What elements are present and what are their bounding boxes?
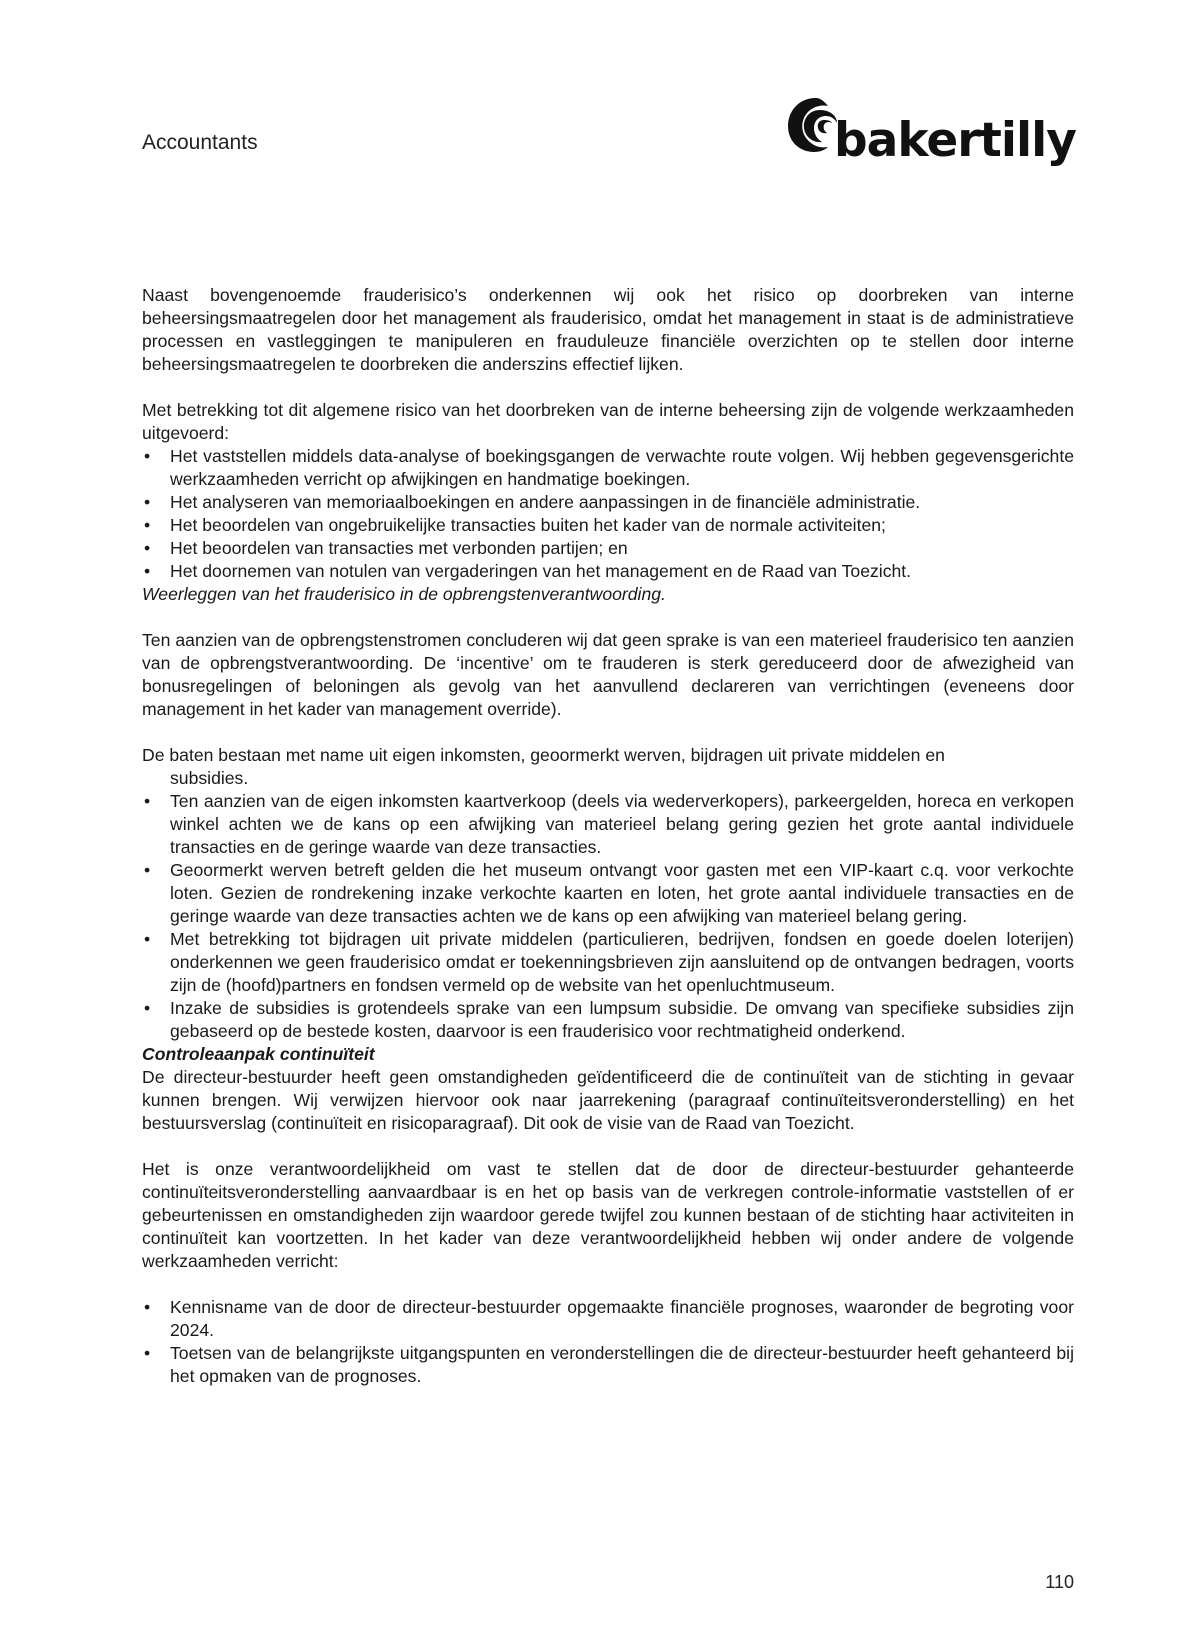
document-body <box>142 284 1074 1388</box>
bakertilly-logo <box>786 92 1076 182</box>
list-item: • Geoormerkt werven betreft gelden die het museum ontvangt voor gasten met een VIP-kaart c.q. voor verkochte loten. Gezien de rondrekening inzake verkochte kaarten en loten, het grote aantal individuele transacties en de geringe waarde van deze transacties achten we de kans op een afwijking van materieel belang gering. <box>142 859 1074 928</box>
list-item: • Kennisname van de door de directeur-bestuurder opgemaakte financiële prognoses, waaronder de begroting voor 2024. <box>142 1296 1074 1342</box>
list-item: • Het vaststellen middels data-analyse of boekingsgangen de verwachte route volgen. Wij hebben gegevensgerichte werkzaamheden verricht op afwijkingen en handmatige boekingen. <box>142 445 1074 491</box>
logo-wordmark: bakertilly <box>834 113 1076 168</box>
paragraph-continuity: De directeur-bestuurder heeft geen omstandigheden geïdentificeerd die de continuïteit van de stichting in gevaar kunnen brengen. Wij verwijzen hiervoor ook naar jaarrekening (paragraaf continuïteitsveronderstelling) en het bestuursverslag (continuïteit en risicoparagraaf). Dit ook de visie van de Raad van Toezicht. <box>142 1067 1074 1133</box>
paragraph-revenue-streams: Ten aanzien van de opbrengstenstromen concluderen wij dat geen sprake is van een materieel frauderisico ten aanzien van de opbrengstverantwoording. De ‘incentive’ om te frauderen is sterk gereduceerd door de afwezigheid van bonusregelingen of beloningen als gevolg van het aanvullend declareren van verrichtingen (eveneens door management in het kader van management override). <box>142 630 1074 719</box>
document-header-label: Accountants <box>142 131 258 154</box>
paragraph-fraud-override: Naast bovengenoemde frauderisico’s onderkennen wij ook het risico op doorbreken van interne beheersingsmaatregelen door het management als frauderisico, omdat het management in staat is de administratieve processen en vastleggingen te manipuleren en frauduleuze financiële overzichten op te stellen door interne beheersingsmaatregelen te doorbreken die anderszins effectief lijken. <box>142 285 1074 374</box>
baten-list <box>142 790 1074 1043</box>
paragraph-baten-intro <box>142 744 1074 767</box>
list-item: • Met betrekking tot bijdragen uit private middelen (particulieren, bedrijven, fondsen en goede doelen loterijen) onderkennen we geen frauderisico omdat er toekenningsbrieven zijn aansluitend op de ontvangen bedragen, voorts zijn de (hoofd)partners en fondsen vermeld op de website van het openluchtmuseum. <box>142 928 1074 997</box>
list-item: • Toetsen van de belangrijkste uitgangspunten en veronderstellingen die de directeur-bestuurder heeft gehanteerd bij het opmaken van de prognoses. <box>142 1342 1074 1388</box>
section-heading-continuity: Controleaanpak continuïteit <box>142 1044 375 1064</box>
list-item: • Inzake de subsidies is grotendeels sprake van een lumpsum subsidie. De omvang van specifieke subsidies zijn gebaseerd op de bestede kosten, daarvoor is een frauderisico voor rechtmatigheid onderkend. <box>142 997 1074 1043</box>
list-item: • Het beoordelen van transacties met verbonden partijen; en <box>142 537 1074 560</box>
list-item: • Het analyseren van memoriaalboekingen en andere aanpassingen in de financiële administratie. <box>142 491 1074 514</box>
section-heading-revenue-fraud: Weerleggen van het frauderisico in de opbrengstenverantwoording. <box>142 584 666 604</box>
paragraph-work-intro: Met betrekking tot dit algemene risico van het doorbreken van de interne beheersing zijn de volgende werkzaamheden uitgevoerd: <box>142 400 1074 443</box>
baten-intro-continuation: subsidies. <box>170 768 249 788</box>
list-item: • Het beoordelen van ongebruikelijke transacties buiten het kader van de normale activiteiten; <box>142 514 1074 537</box>
swirl-icon <box>788 98 837 152</box>
paragraph-responsibility: Het is onze verantwoordelijkheid om vast te stellen dat de door de directeur-bestuurder gehanteerde continuïteitsveronderstelling aanvaardbaar is en het op basis van de verkregen controle-informatie vaststellen of er gebeurtenissen en omstandigheden zijn waardoor gerede twijfel zou kunnen bestaan of de stichting haar activiteiten in continuïteit kan voortzetten. In het kader van deze verantwoordelijkheid hebben wij onder andere de volgende werkzaamheden verricht: <box>142 1159 1074 1271</box>
work-list <box>142 445 1074 583</box>
page-number: 110 <box>1045 1572 1074 1592</box>
list-item: • Ten aanzien van de eigen inkomsten kaartverkoop (deels via wederverkopers), parkeergelden, horeca en verkopen winkel achten we de kans op een afwijking van materieel belang gering gezien het grote aantal individuele transacties en de geringe waarde van deze transacties. <box>142 790 1074 859</box>
list-item: • Het doornemen van notulen van vergaderingen van het management en de Raad van Toezicht. <box>142 560 1074 583</box>
continuity-work-list <box>142 1296 1074 1388</box>
baten-intro-line: De baten bestaan met name uit eigen inkomsten, geoormerkt werven, bijdragen uit private middelen en <box>142 745 945 765</box>
